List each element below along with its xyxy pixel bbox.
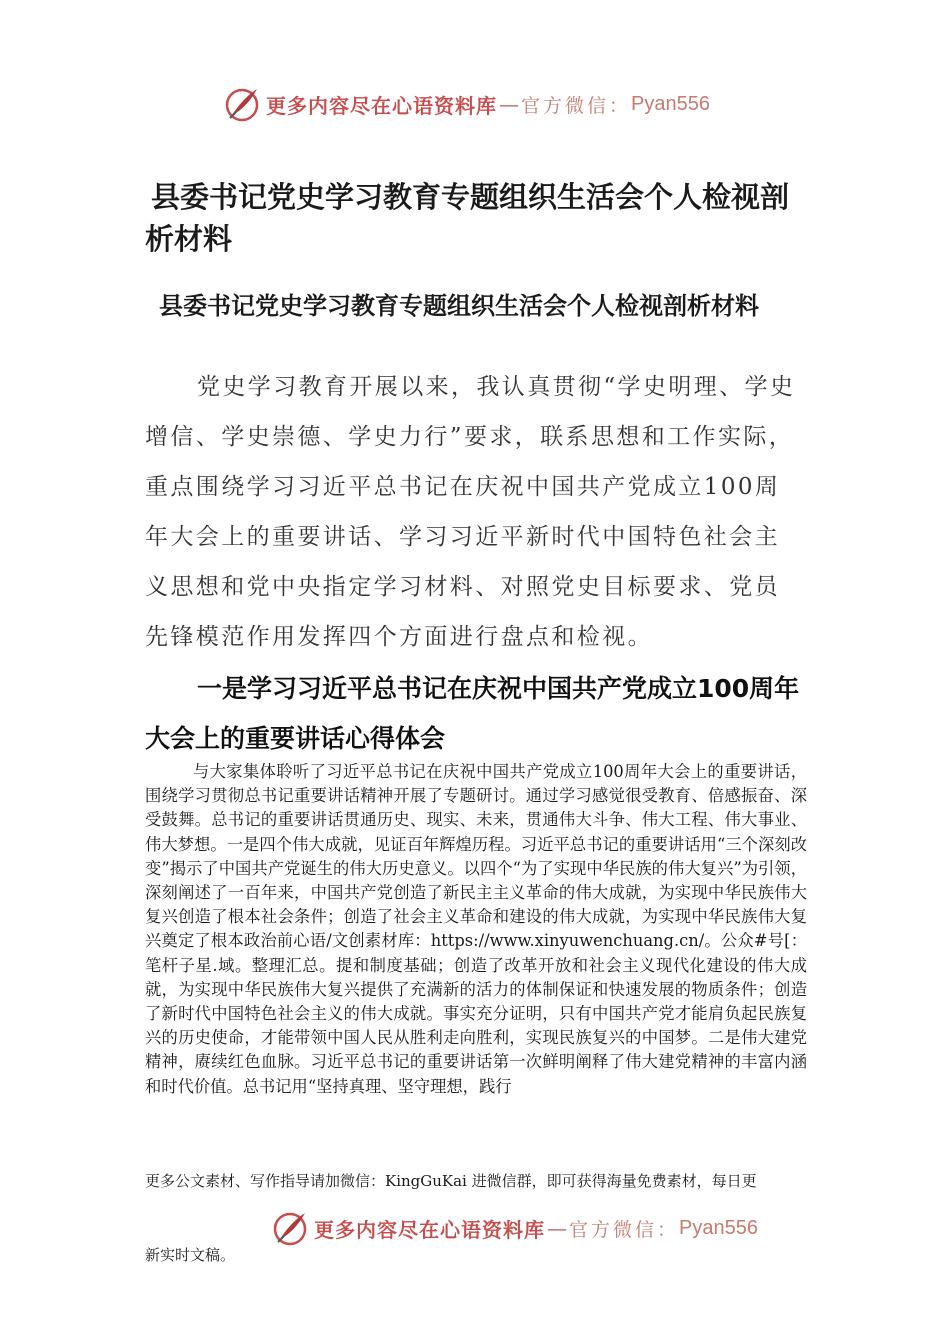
watermark-brand: 更多内容尽在心语资料库 <box>314 1217 545 1242</box>
watermark-wechat-id: Pyan556 <box>631 92 710 115</box>
footer-watermark <box>270 1208 758 1248</box>
watermark-separator: — <box>499 92 519 116</box>
footer-promo-line: 更多公文素材、写作指导请加微信：KingGuKai 进微信群，即可获得海量免费素材，每日更 <box>145 1172 757 1190</box>
footer-promo-tail: 新实时文稿。 <box>145 1246 236 1264</box>
watermark-separator: — <box>547 1216 567 1240</box>
watermark-label: 官方微信： <box>569 1218 680 1241</box>
watermark-label: 官方微信： <box>521 94 632 117</box>
body-paragraph: 与大家集体聆听了习近平总书记在庆祝中国共产党成立100周年大会上的重要讲话，围绕学习贯彻总书记重要讲话精神开展了专题研讨。通过学习感觉很受教育、倍感振奋、深受鼓舞。总书记的重要讲话贯通历史、现实、未来，贯通伟大斗争、伟大工程、伟大事业、伟大梦想。一是四个伟大成就，见证百年辉煌历程。习近平总书记的重要讲话用“三个深刻改变”揭示了中国共产党诞生的伟大历史意义。以四个“为了实现中华民族的伟大复兴”为引领，深刻阐述了一百年来，中国共产党创造了新民主主义革命的伟大成就，为实现中华民族伟大复兴创造了根本社会条件；创造了社会主义革命和建设的伟大成就，为实现中华民族伟大复兴奠定了根本政治前心语/文创素材库：https://www.xinyuwenchuang.cn/。公众#号[：笔杆子星.域。整理汇总。提和制度基础；创造了改革开放和社会主义现代化建设的伟大成就，为实现中华民族伟大复兴提供了充满新的活力的体制保证和快速发展的物质条件；创造了新时代中国特色社会主义的伟大成就。事实充分证明，只有中国共产党才能肩负起民族复兴的历史使命，才能带领中国人民从胜利走向胜利，实现民族复兴的中国梦。二是伟大建党精神，赓续红色血脉。习近平总书记的重要讲话第一次鲜明阐释了伟大建党精神的丰富内涵和时代价值。总书记用“坚持真理、坚守理想，践行 <box>145 762 807 1096</box>
feather-pen-logo-icon <box>222 84 262 124</box>
intro-paragraph: 党史学习教育开展以来，我认真贯彻“学史明理、学史增信、学史崇德、学史力行”要求，联系思想和工作实际，重点围绕学习习近平总书记在庆祝中国共产党成立100周年大会上的重要讲话、学习习近平新时代中国特色社会主义思想和党中央指定学习材料、对照党史目标要求、党员先锋模范作用发挥四个方面进行盘点和检视。 <box>145 374 796 650</box>
section-heading: 一是学习习近平总书记在庆祝中国共产党成立100周年大会上的重要讲话心得体会 <box>145 674 800 753</box>
feather-pen-logo-icon <box>270 1208 310 1248</box>
document-title: 县委书记党史学习教育专题组织生活会个人检视剖析材料 <box>145 180 790 256</box>
watermark-wechat-id: Pyan556 <box>679 1216 758 1239</box>
header-watermark <box>222 84 710 124</box>
watermark-brand: 更多内容尽在心语资料库 <box>266 93 497 118</box>
document-subtitle: 县委书记党史学习教育专题组织生活会个人检视剖析材料 <box>159 291 759 320</box>
